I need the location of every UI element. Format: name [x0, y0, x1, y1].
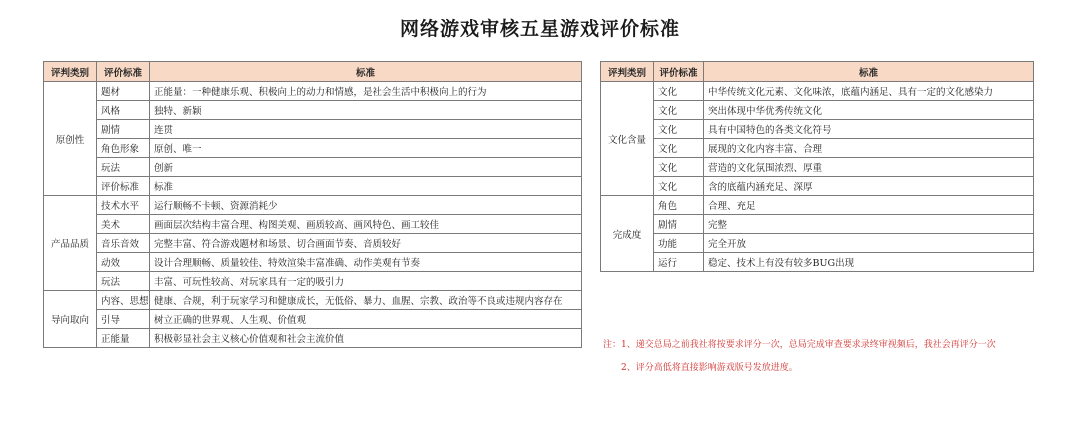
table-row — [44, 82, 582, 101]
table-row — [44, 215, 582, 234]
table-row — [44, 310, 582, 329]
standard-cell: 树立正确的世界观、人生观、价值观 — [150, 310, 582, 329]
standard-cell: 标准 — [150, 177, 582, 196]
category-cell: 导向取向 — [44, 291, 97, 348]
criterion-cell: 文化 — [654, 101, 704, 120]
table-row — [44, 272, 582, 291]
criterion-cell: 玩法 — [97, 272, 150, 291]
criterion-cell: 剧情 — [97, 120, 150, 139]
header-criterion: 评价标准 — [654, 62, 704, 82]
criterion-cell: 剧情 — [654, 215, 704, 234]
table-row — [44, 291, 582, 310]
table-row — [44, 139, 582, 158]
table-row — [601, 158, 1034, 177]
table-row — [601, 253, 1034, 272]
category-cell: 产品品质 — [44, 196, 97, 291]
table-header-row — [601, 62, 1034, 82]
criterion-cell: 评价标准 — [97, 177, 150, 196]
standard-cell: 健康、合规，利于玩家学习和健康成长，无低俗、暴力、血腥、宗教、政治等不良或违规内容存在 — [150, 291, 582, 310]
standard-cell: 合理、充足 — [704, 196, 1034, 215]
criterion-cell: 技术水平 — [97, 196, 150, 215]
standard-cell: 突出体现中华优秀传统文化 — [704, 101, 1034, 120]
table-row — [601, 101, 1034, 120]
left-criteria-table — [43, 61, 582, 348]
table-row — [44, 196, 582, 215]
standard-cell: 设计合理顺畅、质量较佳、特效渲染丰富准确、动作美观有节奏 — [150, 253, 582, 272]
standard-cell: 完全开放 — [704, 234, 1034, 253]
criterion-cell: 引导 — [97, 310, 150, 329]
standard-cell: 含的底蕴内涵充足、深厚 — [704, 177, 1034, 196]
table-row — [601, 82, 1034, 101]
standard-cell: 展现的文化内容丰富、合理 — [704, 139, 1034, 158]
standard-cell: 连贯 — [150, 120, 582, 139]
standard-cell: 正能量：一种健康乐观、积极向上的动力和情感，是社会生活中积极向上的行为 — [150, 82, 582, 101]
criterion-cell: 文化 — [654, 139, 704, 158]
criterion-cell: 音乐音效 — [97, 234, 150, 253]
standard-cell: 中华传统文化元素、文化味浓，底蕴内涵足、具有一定的文化感染力 — [704, 82, 1034, 101]
header-standard: 标准 — [150, 62, 582, 82]
standard-cell: 营造的文化氛围浓烈、厚重 — [704, 158, 1034, 177]
standard-cell: 独特、新颖 — [150, 101, 582, 120]
table-row — [44, 101, 582, 120]
note-line-1: 注：1、递交总局之前我社将按要求评分一次，总局完成审查要求录终审视频后，我社会再评分一次 — [603, 340, 996, 350]
table-row — [601, 177, 1034, 196]
table-row — [44, 253, 582, 272]
header-category: 评判类别 — [601, 62, 654, 82]
table-row — [601, 215, 1034, 234]
header-standard: 标准 — [704, 62, 1034, 82]
criterion-cell: 动效 — [97, 253, 150, 272]
standard-cell: 画面层次结构丰富合理、构图美观、画质较高、画风特色、画工较佳 — [150, 215, 582, 234]
table-row — [44, 177, 582, 196]
criterion-cell: 正能量 — [97, 329, 150, 348]
standard-cell: 运行顺畅不卡顿、资源消耗少 — [150, 196, 582, 215]
criterion-cell: 运行 — [654, 253, 704, 272]
criterion-cell: 文化 — [654, 158, 704, 177]
standard-cell: 丰富、可玩性较高、对玩家具有一定的吸引力 — [150, 272, 582, 291]
criterion-cell: 角色形象 — [97, 139, 150, 158]
criterion-cell: 文化 — [654, 82, 704, 101]
criterion-cell: 文化 — [654, 120, 704, 139]
table-row — [601, 234, 1034, 253]
standard-cell: 稳定、技术上有没有较多BUG出现 — [704, 253, 1034, 272]
standard-cell: 完整 — [704, 215, 1034, 234]
criterion-cell: 题材 — [97, 82, 150, 101]
table-row — [44, 120, 582, 139]
criterion-cell: 角色 — [654, 196, 704, 215]
table-row — [601, 139, 1034, 158]
standard-cell: 具有中国特色的各类文化符号 — [704, 120, 1034, 139]
table-row — [601, 196, 1034, 215]
header-category: 评判类别 — [44, 62, 97, 82]
criterion-cell: 风格 — [97, 101, 150, 120]
criterion-cell: 文化 — [654, 177, 704, 196]
criterion-cell: 美术 — [97, 215, 150, 234]
note-line-2: 2、评分高低将直接影响游戏版号发放进度。 — [621, 363, 798, 373]
header-criterion: 评价标准 — [97, 62, 150, 82]
table-row — [601, 120, 1034, 139]
criterion-cell: 功能 — [654, 234, 704, 253]
standard-cell: 完整丰富、符合游戏题材和场景、切合画面节奏、音质较好 — [150, 234, 582, 253]
category-cell: 原创性 — [44, 82, 97, 196]
standard-cell: 原创、唯一 — [150, 139, 582, 158]
page-title: 网络游戏审核五星游戏评价标准 — [399, 18, 680, 40]
criterion-cell: 内容、思想 — [97, 291, 150, 310]
table-row — [44, 329, 582, 348]
criterion-cell: 玩法 — [97, 158, 150, 177]
standard-cell: 积极彰显社会主义核心价值观和社会主流价值 — [150, 329, 582, 348]
standard-cell: 创新 — [150, 158, 582, 177]
right-criteria-table — [600, 61, 1034, 272]
table-header-row — [44, 62, 582, 82]
table-row — [44, 158, 582, 177]
category-cell: 完成度 — [601, 196, 654, 272]
category-cell: 文化含量 — [601, 82, 654, 196]
table-row — [44, 234, 582, 253]
